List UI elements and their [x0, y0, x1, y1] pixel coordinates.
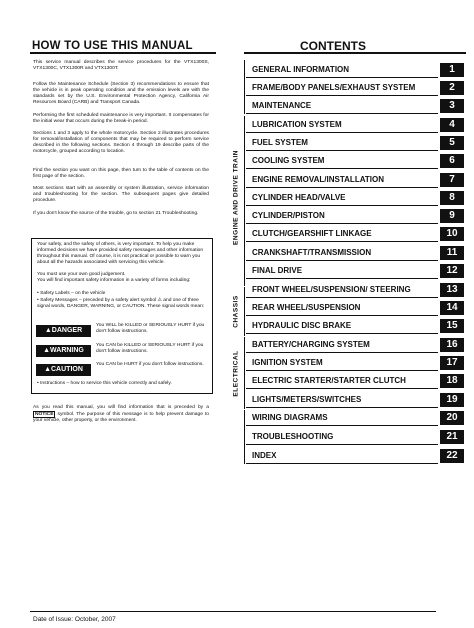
toc-label: ELECTRIC STARTER/STARTER CLUTCH: [252, 376, 406, 386]
toc-label: HYDRAULIC DISC BRAKE: [252, 321, 352, 331]
toc-rule: [246, 352, 438, 353]
safety-messages-bullet: • Safety Messages – preceded by a safety alert symbol ⚠ and one of three signal words, DANGER, WARNING, or CAUTION. These signal words mean:: [37, 298, 205, 309]
left-header-rule: [30, 52, 216, 54]
toc-rule: [246, 223, 438, 224]
toc-rule: [246, 150, 438, 151]
toc-number: 17: [440, 356, 464, 370]
notice-paragraph: [33, 405, 209, 424]
warning-badge: ▲WARNING: [36, 345, 91, 357]
toc-label: LUBRICATION SYSTEM: [252, 120, 342, 130]
toc-number: 15: [440, 319, 464, 333]
notice-text-after: symbol. The purpose of this message is to help prevent damage to your vehicle, other property, or the environment.: [33, 411, 210, 423]
toc-entry-7[interactable]: [246, 172, 464, 188]
toc-rule: [246, 315, 438, 316]
contents-title: CONTENTS: [300, 39, 366, 53]
toc-number: 14: [440, 301, 464, 315]
toc-number: 12: [440, 264, 464, 278]
toc-rule: [246, 260, 438, 261]
troubleshooting-paragraph: If you don't know the source of the trouble, go to section 21 Troubleshooting.: [33, 211, 199, 216]
toc-entry-13[interactable]: [246, 282, 464, 298]
notice-symbol: NOTICE: [35, 411, 54, 417]
safety-judgement: You must use your own good judgement.: [37, 272, 126, 277]
toc-number: 13: [440, 283, 464, 297]
toc-rule: [246, 95, 438, 96]
instructions-bullet: • Instructions – how to service this vehicle correctly and safely.: [37, 381, 172, 386]
intro-paragraph: This service manual describes the service procedures for the VTX1300S, VTX1300C, VTX1300R and VTX1300T.: [33, 60, 209, 71]
toc-entry-10[interactable]: [246, 226, 464, 242]
toc-number: 3: [440, 99, 464, 113]
toc-entry-8[interactable]: [246, 190, 464, 206]
sections-paragraph: Sections 1 and 3 apply to the whole motorcycle. Section 2 illustrates procedures for removal/installation of components that may be required to perform service described in the following sections. Section 4 through 19 describe parts of the motorcycle, grouped according to location.: [33, 131, 209, 154]
toc-entry-14[interactable]: [246, 300, 464, 316]
group-bracket-bottom: [244, 410, 245, 464]
toc-rule: [246, 407, 438, 408]
toc-rule: [246, 297, 438, 298]
danger-badge: ▲DANGER: [36, 325, 91, 337]
toc-rule: [246, 187, 438, 188]
toc-rule: [246, 278, 438, 279]
danger-text: You WILL be KILLED or SERIOUSLY HURT if you don't follow instructions.: [96, 323, 205, 334]
toc-rule: [246, 444, 438, 445]
toc-number: 16: [440, 338, 464, 352]
find-section-paragraph: Find the section you want on this page, then turn to the table of contents on the first page of the section.: [33, 168, 209, 179]
toc-number: 6: [440, 154, 464, 168]
electrical-group-bracket: [244, 337, 245, 409]
toc-rule: [246, 113, 438, 114]
toc-label: CYLINDER/PISTON: [252, 211, 325, 221]
notice-text-before: As you read this manual, you will find information that is preceded by a: [33, 405, 209, 410]
toc-entry-21[interactable]: [246, 429, 464, 445]
toc-rule: [246, 370, 438, 371]
toc-number: 1: [440, 63, 464, 77]
toc-number: 19: [440, 393, 464, 407]
toc-label: FUEL SYSTEM: [252, 138, 308, 148]
toc-entry-6[interactable]: [246, 153, 464, 169]
section-start-paragraph: Most sections start with an assembly or system illustration, service information and troubleshooting for the section. The subsequent pages give detailed procedure.: [33, 186, 209, 203]
toc-entry-17[interactable]: [246, 355, 464, 371]
safety-forms-intro: You will find important safety information in a variety of forms including:: [37, 278, 191, 283]
toc-number: 20: [440, 411, 464, 425]
toc-label: FINAL DRIVE: [252, 266, 303, 276]
toc-rule: [246, 463, 438, 464]
toc-entry-15[interactable]: [246, 318, 464, 334]
toc-number: 11: [440, 246, 464, 260]
toc-label: CLUTCH/GEARSHIFT LINKAGE: [252, 229, 372, 239]
toc-label: CRANKSHAFT/TRANSMISSION: [252, 248, 372, 258]
toc-entry-18[interactable]: [246, 373, 464, 389]
toc-number: 8: [440, 191, 464, 205]
warning-text: You CAN be KILLED or SERIOUSLY HURT if you don't follow instructions.: [96, 343, 204, 354]
toc-entry-19[interactable]: [246, 392, 464, 408]
toc-label: INDEX: [252, 451, 277, 461]
page-title: HOW TO USE THIS MANUAL: [32, 40, 193, 52]
toc-label: COOLING SYSTEM: [252, 156, 325, 166]
chassis-group-label: CHASSIS: [232, 295, 240, 328]
safety-labels-bullet: • Safety Labels – on the vehicle: [37, 291, 106, 296]
toc-label: FRONT WHEEL/SUSPENSION/ STEERING: [252, 285, 411, 295]
toc-rule: [246, 388, 438, 389]
group-bracket-top: [244, 60, 245, 114]
first-maintenance-paragraph: Performing the first scheduled maintenance is very important. It compensates for the initial wear that occurs during the break-in period.: [33, 113, 209, 124]
toc-rule: [246, 132, 438, 133]
toc-rule: [246, 241, 438, 242]
toc-number: 9: [440, 209, 464, 223]
toc-entry-9[interactable]: [246, 208, 464, 224]
toc-number: 2: [440, 81, 464, 95]
toc-entry-3[interactable]: [246, 98, 464, 114]
toc-rule: [246, 333, 438, 334]
toc-number: 22: [440, 449, 464, 463]
toc-label: MAINTENANCE: [252, 101, 312, 111]
toc-number: 4: [440, 118, 464, 132]
electrical-group-label: ELECTRICAL: [232, 350, 240, 397]
footer-rule: [30, 611, 436, 612]
toc-number: 18: [440, 374, 464, 388]
toc-label: BATTERY/CHARGING SYSTEM: [252, 340, 370, 350]
toc-label: ENGINE REMOVAL/INSTALLATION: [252, 175, 384, 185]
toc-number: 21: [440, 430, 464, 444]
toc-entry-12[interactable]: [246, 263, 464, 279]
toc-label: REAR WHEEL/SUSPENSION: [252, 303, 361, 313]
toc-entry-5[interactable]: [246, 135, 464, 151]
toc-number: 7: [440, 173, 464, 187]
toc-label: IGNITION SYSTEM: [252, 358, 323, 368]
toc-label: FRAME/BODY PANELS/EXHAUST SYSTEM: [252, 83, 416, 93]
toc-rule: [246, 168, 438, 169]
toc-rule: [246, 425, 438, 426]
toc-entry-4[interactable]: [246, 117, 464, 133]
caution-text: You CAN be HURT if you don't follow instructions.: [96, 362, 204, 367]
toc-label: WIRING DIAGRAMS: [252, 413, 328, 423]
toc-label: CYLINDER HEAD/VALVE: [252, 193, 346, 203]
chassis-group-bracket: [244, 287, 245, 336]
toc-entry-22[interactable]: [246, 448, 464, 464]
issue-date: Date of Issue: October, 2007: [33, 616, 116, 623]
engine-group-bracket: [244, 116, 245, 286]
toc-entry-1[interactable]: [246, 62, 464, 78]
toc-entry-16[interactable]: [246, 337, 464, 353]
toc-label: LIGHTS/METERS/SWITCHES: [252, 395, 362, 405]
toc-entry-11[interactable]: [246, 245, 464, 261]
toc-label: TROUBLESHOOTING: [252, 432, 334, 442]
toc-entry-2[interactable]: [246, 80, 464, 96]
toc-rule: [246, 77, 438, 78]
toc-number: 5: [440, 136, 464, 150]
safety-intro: Your safety, and the safety of others, is very important. To help you make informed decisions we have provided safety messages and other information throughout this manual. Of course, it is not practical or possible to warn you about all the hazards associated with servicing this vehicle.: [37, 242, 204, 265]
toc-entry-20[interactable]: [246, 410, 464, 426]
toc-number: 10: [440, 227, 464, 241]
toc-rule: [246, 205, 438, 206]
caution-badge: ▲CAUTION: [36, 364, 91, 376]
maintenance-paragraph: Follow the Maintenance Schedule (Section 3) recommendations to ensure that the vehicle is in peak operating condition and the emission levels are with the standards set by the U.S. Environmental Protection Agency, California Air Resources Board (CARB) and Transport Canada.: [33, 82, 209, 105]
engine-group-label: ENGINE AND DRIVE TRAIN: [232, 150, 240, 245]
toc-label: GENERAL INFORMATION: [252, 65, 350, 75]
